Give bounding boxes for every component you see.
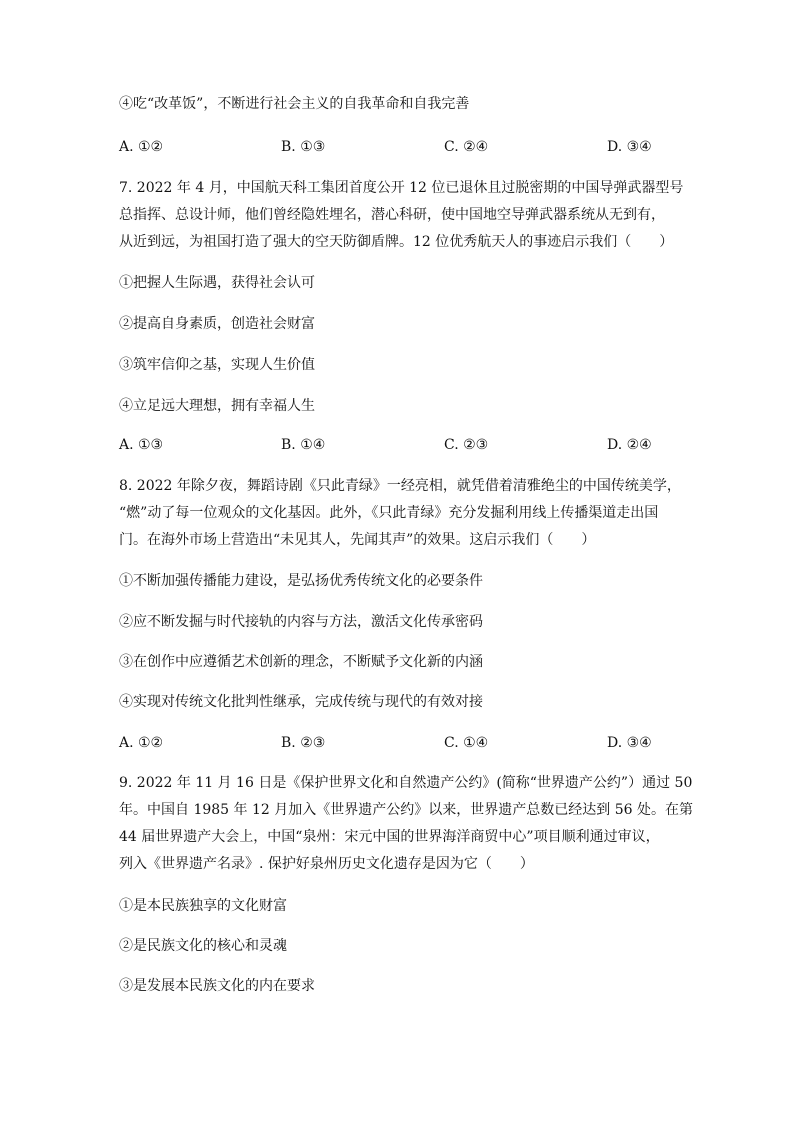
q9-stem-line-2: 年。中国自 1985 年 12 月加入《世界遗产公约》以来，世界遗产总数已经达到 56 处。在第: [119, 802, 693, 818]
q8-option-d[interactable]: D. ③④: [607, 735, 652, 751]
q6-option-b[interactable]: B. ①③: [281, 139, 326, 155]
q8-option-c[interactable]: C. ①④: [444, 735, 489, 751]
q7-option-d[interactable]: D. ②④: [607, 437, 652, 453]
q7-option-a[interactable]: A. ①③: [119, 437, 164, 453]
q7-statement-4: ④立足远大理想，拥有幸福人生: [119, 398, 315, 414]
q7-stem-line-2: 总指挥、总设计师，他们曾经隐姓埋名，潜心科研，使中国地空导弹武器系统从无到有，: [119, 207, 665, 223]
q8-stem-line-3: 门。在海外市场上营造出“未见其人，先闻其声”的效果。这启示我们（ ）: [119, 532, 596, 548]
q8-option-a[interactable]: A. ①②: [119, 735, 164, 751]
q7-statement-3: ③筑牢信仰之基，实现人生价值: [119, 357, 315, 373]
q7-stem-line-3: 从近到远，为祖国打造了强大的空天防御盾牌。12 位优秀航天人的事迹启示我们（ ）: [119, 234, 674, 250]
q8-statement-3: ③在创作中应遵循艺术创新的理念，不断赋予文化新的内涵: [119, 654, 483, 670]
q9-statement-2: ②是民族文化的核心和灵魂: [119, 938, 287, 954]
q8-statement-1: ①不断加强传播能力建设，是弘扬优秀传统文化的必要条件: [119, 573, 483, 589]
q9-stem-line-4: 列入《世界遗产名录》. 保护好泉州历史文化遗存是因为它（ ）: [119, 856, 534, 872]
q7-option-c[interactable]: C. ②③: [444, 437, 489, 453]
q9-stem-line-3: 44 届世界遗产大会上，中国“泉州：宋元中国的世界海洋商贸中心”项目顺利通过审议，: [119, 829, 660, 845]
q9-statement-3: ③是发展本民族文化的内在要求: [119, 978, 315, 994]
q7-statement-2: ②提高自身素质，创造社会财富: [119, 316, 315, 332]
q8-options: [119, 733, 679, 753]
q8-option-b[interactable]: B. ②③: [281, 735, 326, 751]
q9-statement-1: ①是本民族独享的文化财富: [119, 898, 287, 914]
q8-statement-4: ④实现对传统文化批判性继承，完成传统与现代的有效对接: [119, 694, 483, 710]
q6-option-a[interactable]: A. ①②: [119, 139, 164, 155]
q6-statement-4: ④吃“改革饭”，不断进行社会主义的自我革命和自我完善: [119, 96, 470, 112]
q7-stem-line-1: 7. 2022 年 4 月，中国航天科工集团首度公开 12 位已退休且过脱密期的中国导弹武器型号: [119, 180, 684, 196]
q8-stem-line-1: 8. 2022 年除夕夜，舞蹈诗剧《只此青绿》一经亮相，就凭借着清雅绝尘的中国传统美学，: [119, 478, 681, 494]
q6-options: [119, 137, 679, 157]
q6-option-c[interactable]: C. ②④: [444, 139, 489, 155]
q9-stem-line-1: 9. 2022 年 11 月 16 日是《保护世界文化和自然遗产公约》(简称“世界遗产公约”）通过 50: [119, 775, 693, 791]
q7-option-b[interactable]: B. ①④: [281, 437, 326, 453]
q6-option-d[interactable]: D. ③④: [607, 139, 652, 155]
q7-statement-1: ①把握人生际遇，获得社会认可: [119, 275, 315, 291]
q7-options: [119, 435, 679, 455]
q8-stem-line-2: “燃”动了每一位观众的文化基因。此外，《只此青绿》充分发掘利用线上传播渠道走出国: [119, 505, 659, 521]
q8-statement-2: ②应不断发掘与时代接轨的内容与方法，激活文化传承密码: [119, 614, 483, 630]
